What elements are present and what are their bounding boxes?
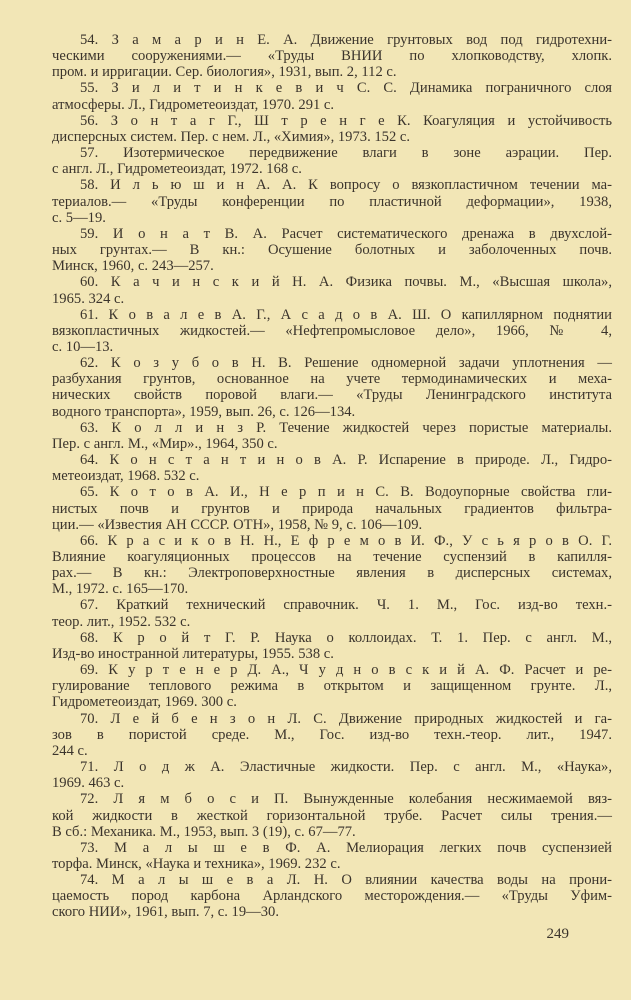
bibliography-entry — [52, 711, 612, 759]
entry-line: атмосферы. Л., Гидрометеоиздат, 1970. 291 с. — [52, 96, 335, 113]
bibliography-entry — [52, 420, 612, 452]
entry-line: 54. З а м а р и н Е. А. Движение грунтовых вод под гидротехни- — [80, 32, 612, 48]
entry-line: 65. К о т о в А. И., Н е р п и н С. В. Водоупорные свойства гли- — [80, 484, 612, 501]
entry-line: 55. З и л и т и н к е в и ч С. С. Динамика пограничного слоя — [80, 80, 612, 97]
entry-line: с. 5—19. — [52, 209, 106, 226]
bibliography-entry — [52, 113, 612, 145]
bibliography-entry — [52, 791, 612, 839]
bibliography-entry — [52, 32, 612, 80]
entry-line: ных грунтах.— В кн.: Осушение болотных и заболоченных почв. — [52, 242, 612, 259]
entry-line: 67. Краткий технический справочник. Ч. 1. М., Гос. изд-во техн.- — [80, 597, 612, 614]
entry-line: с. 10—13. — [52, 338, 114, 355]
entry-line: гулирование теплового режима в открытом и защищенном грунте. Л., — [52, 678, 612, 695]
bibliography-entry — [52, 177, 612, 225]
entry-line: Изд-во иностранной литературы, 1955. 538 с. — [52, 645, 334, 662]
entry-line: пром. и ирригации. Сер. биология», 1931, вып. 2, 112 с. — [52, 64, 397, 81]
entry-line: 58. И л ь ю ш и н А. А. К вопросу о вязкопластичном течении ма- — [80, 177, 612, 194]
bibliography-entry — [52, 597, 612, 629]
entry-line: дисперсных систем. Пер. с нем. Л., «Химия», 1973. 152 с. — [52, 128, 411, 145]
entry-line: Пер. с англ. М., «Мир»., 1964, 350 с. — [52, 435, 278, 452]
bibliography-entry — [52, 452, 612, 484]
entry-line: 71. Л о д ж А. Эластичные жидкости. Пер. с англ. М., «Наука», — [80, 759, 612, 776]
bibliography-entry — [52, 307, 612, 355]
entry-line: М., 1972. с. 165—170. — [52, 581, 189, 598]
bibliography-entry — [52, 533, 612, 598]
entry-line: 63. К о л л и н з Р. Течение жидкостей через пористые материалы. — [80, 419, 612, 436]
entry-line: 69. К у р т е н е р Д. А., Ч у д н о в с к и й А. Ф. Расчет и ре- — [80, 662, 612, 679]
entry-line: 66. К р а с и к о в Н. Н., Е ф р е м о в И. Ф., У с ь я р о в О. Г. — [80, 532, 612, 549]
bibliography-entry — [52, 355, 612, 420]
entry-line: 62. К о з у б о в Н. В. Решение одномерной задачи уплотнения — — [80, 355, 612, 372]
bibliography-entry — [52, 759, 612, 791]
entry-line: 244 с. — [52, 742, 88, 759]
entry-line: зов в пористой среде. М., Гос. изд-во техн.-теор. лит., 1947. — [52, 726, 612, 743]
entry-line: водного транспорта», 1959, вып. 26, с. 126—134. — [52, 403, 356, 420]
bibliography-entry — [52, 840, 612, 872]
entry-line: териалов.— «Труды конференции по пластичной деформации», 1938, — [52, 193, 612, 210]
entry-line: 73. М а л ы ш е в Ф. А. Мелиорация легких почв суспензией — [80, 839, 612, 856]
bibliography-entry — [52, 872, 612, 920]
entry-line: ского НИИ», 1961, вып. 7, с. 19—30. — [52, 904, 279, 921]
entry-line: кой жидкости в жесткой горизонтальной трубе. Расчет силы трения.— — [52, 807, 612, 824]
entry-line: 61. К о в а л е в А. Г., А с а д о в А. Ш. О капиллярном поднятии — [80, 306, 612, 323]
entry-line: 60. К а ч и н с к и й Н. А. Физика почвы. М., «Высшая школа», — [80, 274, 612, 291]
entry-line: 64. К о н с т а н т и н о в А. Р. Испарение в природе. Л., Гидро- — [80, 452, 612, 469]
entry-line: разбухания грунтов, основанное на учете термодинамических и меха- — [52, 371, 612, 388]
entry-line: Гидрометеоиздат, 1969. 300 с. — [52, 694, 237, 711]
entry-line: 72. Л я м б о с и П. Вынужденные колебания несжимаемой вяз- — [80, 791, 612, 808]
entry-line: 70. Л е й б е н з о н Л. С. Движение природных жидкостей и га- — [80, 710, 612, 727]
entry-line: В сб.: Механика. М., 1953, вып. 3 (19), с. 67—77. — [52, 823, 356, 840]
entry-line: теор. лит., 1952. 532 с. — [52, 613, 191, 630]
bibliography-entry — [52, 662, 612, 710]
bibliography-list — [52, 32, 612, 921]
entry-line: 1969. 463 с. — [52, 775, 125, 792]
bibliography-entry — [52, 80, 612, 112]
bibliography-entry — [52, 630, 612, 662]
entry-line: торфа. Минск, «Наука и техника», 1969. 232 с. — [52, 855, 341, 872]
entry-line: метеоиздат, 1968. 532 с. — [52, 468, 200, 485]
entry-line: нических свойств поровой влаги.— «Труды Ленинградского института — [52, 387, 612, 404]
entry-line: 1965. 324 с. — [52, 290, 125, 307]
entry-line: ческими сооружениями.— «Труды ВНИИ по хлопководству, хлопк. — [52, 48, 612, 65]
entry-line: 68. К р о й т Г. Р. Наука о коллоидах. Т. 1. Пер. с англ. М., — [80, 629, 612, 646]
entry-line: 59. И о н а т В. А. Расчет систематического дренажа в двухслой- — [80, 225, 612, 242]
bibliography-entry — [52, 145, 612, 177]
bibliography-entry — [52, 226, 612, 274]
entry-line: ции.— «Известия АН СССР. ОТН», 1958, № 9, с. 106—109. — [52, 516, 423, 533]
entry-line: нистых почв и грунтов и природа начальных градиентов фильтра- — [52, 500, 612, 517]
entry-line: с англ. Л., Гидрометеоиздат, 1972. 168 с. — [52, 161, 302, 178]
entry-line: Влияние коагуляционных процессов на течение суспензий в капилля- — [52, 549, 612, 565]
bibliography-entry — [52, 484, 612, 532]
entry-line: 57. Изотермическое передвижение влаги в зоне аэрации. Пер. — [80, 145, 612, 162]
entry-line: 56. З о н т а г Г., Ш т р е н г е К. Коагуляция и устойчивость — [80, 112, 612, 129]
entry-line: цаемость пород карбона Арландского месторождения.— «Труды Уфим- — [52, 888, 612, 905]
entry-line: вязкопластичных жидкостей.— «Нефтепромысловое дело», 1966, № 4, — [52, 322, 612, 339]
bibliography-entry — [52, 274, 612, 306]
entry-line: 74. М а л ы ш е в а Л. Н. О влиянии качества воды на прони- — [80, 872, 612, 889]
entry-line: Минск, 1960, с. 243—257. — [52, 258, 214, 275]
entry-line: рах.— В кн.: Электроповерхностные явления в дисперсных системах, — [52, 565, 612, 582]
page-number: 249 — [546, 926, 569, 942]
